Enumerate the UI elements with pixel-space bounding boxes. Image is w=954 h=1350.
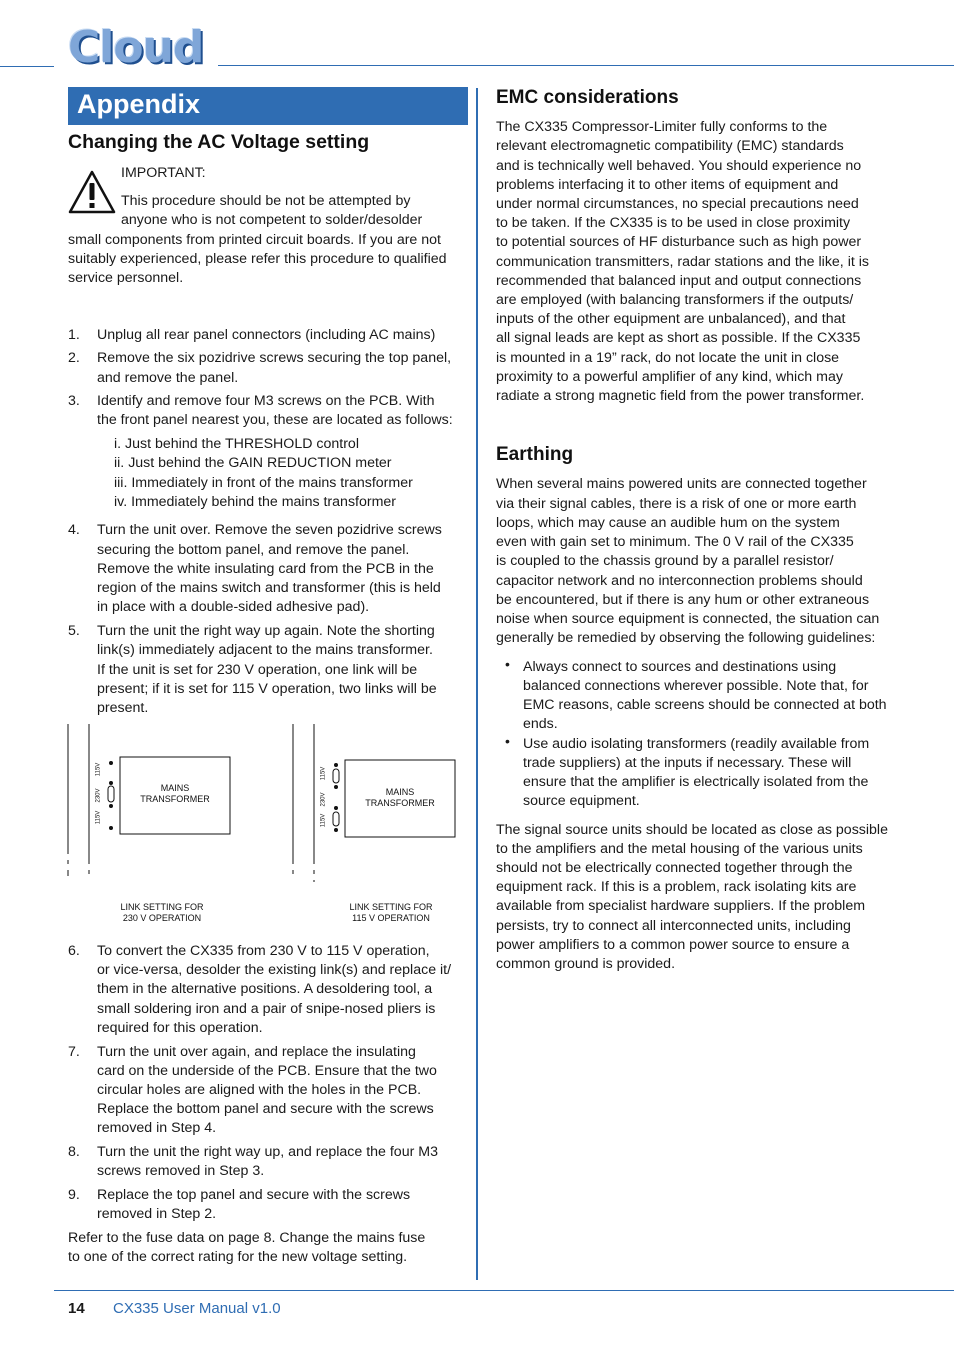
earthing-line: loops, which may cause an audible hum on the system: [496, 515, 840, 531]
important-label: IMPORTANT:: [121, 165, 206, 181]
sub-item: i. Just behind the THRESHOLD control: [114, 436, 359, 452]
step-text: Unplug all rear panel connectors (including AC mains): [97, 327, 436, 343]
step-text: them in the alternative positions. A desoldering tool, a: [97, 981, 433, 997]
step-number: 5.: [68, 623, 80, 639]
tap-label: 115V: [95, 810, 102, 825]
final-line: common ground is provided.: [496, 956, 676, 972]
transformer-label: MAINS: [160, 783, 190, 793]
warning-line: This procedure should be not be attempted by: [121, 193, 411, 209]
transformer-label: MAINS: [385, 787, 415, 797]
step-text: Turn the unit over. Remove the seven pozidrive screws: [97, 522, 442, 538]
tap-label: 115V: [320, 813, 327, 828]
emc-line: to potential sources of HF disturbance such as high power: [496, 234, 862, 250]
earthing-line: even with gain set to minimum. The 0 V rail of the CX335: [496, 534, 854, 550]
step-number: 8.: [68, 1144, 80, 1160]
sub-item: iii. Immediately in front of the mains transformer: [114, 475, 413, 491]
section-title-earthing: Earthing: [496, 444, 574, 465]
cloud-logo: Cloud: [68, 22, 204, 73]
final-line: should not be electrically connected together through the: [496, 860, 853, 876]
step-text: circular holes are aligned with the holes in the PCB.: [97, 1082, 422, 1098]
tap-label: 230V: [95, 788, 102, 803]
step-number: 3.: [68, 393, 80, 409]
emc-line: is mounted in a 19” rack, do not locate the unit in close: [496, 350, 840, 366]
step-text: the front panel nearest you, these are located as follows:: [97, 412, 453, 428]
step-text: present; if it is set for 115 V operation, two links will be: [97, 681, 437, 697]
step-text: card on the underside of the PCB. Ensure that the two: [97, 1063, 437, 1079]
column-divider: [476, 88, 478, 1280]
tap-label: 230V: [320, 792, 327, 807]
bullet-line: ends.: [523, 716, 558, 732]
step-text: and remove the panel.: [97, 370, 239, 386]
final-line: equipment rack. If this is a problem, rack isolating kits are: [496, 879, 857, 895]
step-text: screws removed in Step 3.: [97, 1163, 265, 1179]
step-text: region of the mains switch and transformer (this is held: [97, 580, 441, 596]
earthing-line: noise when source equipment is connected, the situation can: [496, 611, 880, 627]
header-rule-right: [218, 65, 954, 66]
step-text: in place with a double-sided adhesive pad).: [97, 599, 370, 615]
earthing-line: generally be remedied by observing the following guidelines:: [496, 630, 876, 646]
step-text: removed in Step 2.: [97, 1206, 217, 1222]
closing-text: Refer to the fuse data on page 8. Change the mains fuse: [68, 1230, 426, 1246]
bullet-line: EMC reasons, cable screens should be connected at both: [523, 697, 887, 713]
emc-line: and is technically well behaved. You should experience no: [496, 158, 862, 174]
step-text: small soldering iron and a pair of snipe-nosed pliers is: [97, 1001, 436, 1017]
diagram-caption: 230 V OPERATION: [122, 913, 202, 923]
earthing-line: When several mains powered units are connected together: [496, 476, 867, 492]
earthing-line: via their signal cables, there is a risk of one or more earth: [496, 496, 857, 512]
step-text: Turn the unit the right way up, and replace the four M3: [97, 1144, 438, 1160]
bullet-line: trade suppliers) at the inputs if necessary. These will: [523, 755, 852, 771]
diagram-caption: LINK SETTING FOR: [349, 902, 433, 912]
warning-line: suitably experienced, please refer this procedure to qualified: [68, 251, 447, 267]
appendix-title: Appendix: [77, 89, 201, 119]
final-line: The signal source units should be located as close as possible: [496, 822, 888, 838]
step-text: Remove the white insulating card from the PCB in the: [97, 561, 434, 577]
emc-line: all signal leads are kept as short as possible. If the CX335: [496, 330, 861, 346]
tap-label: 115V: [320, 766, 327, 781]
bullet-line: source equipment.: [523, 793, 640, 809]
bullet-line: balanced connections wherever possible. Note that, for: [523, 678, 869, 694]
sub-item: ii. Just behind the GAIN REDUCTION meter: [114, 455, 392, 471]
closing-text: to one of the correct rating for the new voltage setting.: [68, 1249, 408, 1265]
step-text: If the unit is set for 230 V operation, one link will be: [97, 662, 418, 678]
emc-line: radiate a strong magnetic field from the power transformer.: [496, 388, 865, 404]
header-rule-left: [0, 66, 54, 67]
bullet-icon: •: [505, 656, 510, 672]
step-number: 7.: [68, 1044, 80, 1060]
step-text: link(s) immediately adjacent to the mains transformer.: [97, 642, 433, 658]
emc-line: The CX335 Compressor-Limiter fully conforms to the: [496, 119, 828, 135]
transformer-label: TRANSFORMER: [140, 794, 210, 804]
diagram-caption: LINK SETTING FOR: [120, 902, 204, 912]
step-text: required for this operation.: [97, 1020, 263, 1036]
step-number: 4.: [68, 522, 80, 538]
step-text: To convert the CX335 from 230 V to 115 V operation,: [97, 943, 430, 959]
bullet-line: Use audio isolating transformers (readily available from: [523, 736, 870, 752]
warning-line: anyone who is not competent to solder/desolder: [121, 212, 423, 228]
earthing-line: capacitor network and no interconnection problems should: [496, 573, 863, 589]
step-number: 1.: [68, 327, 80, 343]
step-text: Identify and remove four M3 screws on the PCB. With: [97, 393, 435, 409]
earthing-line: be encountered, but if there is any hum or other extraneous: [496, 592, 870, 608]
warning-line: service personnel.: [68, 270, 184, 286]
bullet-icon: •: [505, 733, 510, 749]
emc-line: under normal circumstances, no special precautions need: [496, 196, 859, 212]
step-text: Replace the bottom panel and secure with the screws: [97, 1101, 434, 1117]
tap-label: 115V: [95, 762, 102, 777]
sub-item: iv. Immediately behind the mains transformer: [114, 494, 397, 510]
emc-line: to be taken. If the CX335 is to be used in close proximity: [496, 215, 851, 231]
final-line: persists, try to connect all interconnected units, including: [496, 918, 851, 934]
appendix-banner: [68, 87, 468, 125]
step-text: or vice-versa, desolder the existing link(s) and replace it/: [97, 962, 452, 978]
section-title-ac-voltage: Changing the AC Voltage setting: [68, 131, 370, 153]
manual-title: CX335 User Manual v1.0: [113, 1300, 281, 1317]
final-line: to the amplifiers and the metal housing of the various units: [496, 841, 863, 857]
earthing-line: is coupled to the chassis ground by a parallel resistor/: [496, 553, 834, 569]
step-number: 9.: [68, 1187, 80, 1203]
step-text: Remove the six pozidrive screws securing the top panel,: [97, 350, 452, 366]
emc-line: relevant electromagnetic compatibility (EMC) standards: [496, 138, 844, 154]
step-number: 2.: [68, 350, 80, 366]
warning-icon: [68, 170, 116, 214]
step-text: present.: [97, 700, 149, 716]
diagram-caption: 115 V OPERATION: [352, 913, 430, 923]
emc-line: inputs of the other equipment are unbalanced), and that: [496, 311, 846, 327]
emc-line: communication transmitters, radar stations and the like, it is: [496, 254, 869, 270]
emc-line: problems interfacing it to other items of equipment and: [496, 177, 839, 193]
step-text: removed in Step 4.: [97, 1120, 217, 1136]
transformer-label: TRANSFORMER: [365, 798, 435, 808]
footer-rule: [54, 1290, 954, 1291]
step-text: Turn the unit the right way up again. Note the shorting: [97, 623, 435, 639]
section-title-emc: EMC considerations: [496, 87, 679, 108]
step-text: Replace the top panel and secure with the screws: [97, 1187, 411, 1203]
emc-line: are employed (with balancing transformers if the outputs/: [496, 292, 854, 308]
bullet-line: ensure that the amplifier is electrically isolated from the: [523, 774, 869, 790]
step-number: 6.: [68, 943, 80, 959]
bullet-line: Always connect to sources and destinations using: [523, 659, 837, 675]
step-text: securing the bottom panel, and remove the panel.: [97, 542, 410, 558]
warning-line: small components from printed circuit boards. If you are not: [68, 232, 441, 248]
step-text: Turn the unit over again, and replace the insulating: [97, 1044, 416, 1060]
final-line: power amplifiers to a common power source to ensure a: [496, 937, 850, 953]
emc-line: recommended that balanced input and output connections: [496, 273, 862, 289]
emc-line: proximity to a powerful amplifier of any kind, which may: [496, 369, 843, 385]
page-number: 14: [68, 1300, 85, 1317]
final-line: available from specialist hardware suppliers. If the problem: [496, 898, 866, 914]
